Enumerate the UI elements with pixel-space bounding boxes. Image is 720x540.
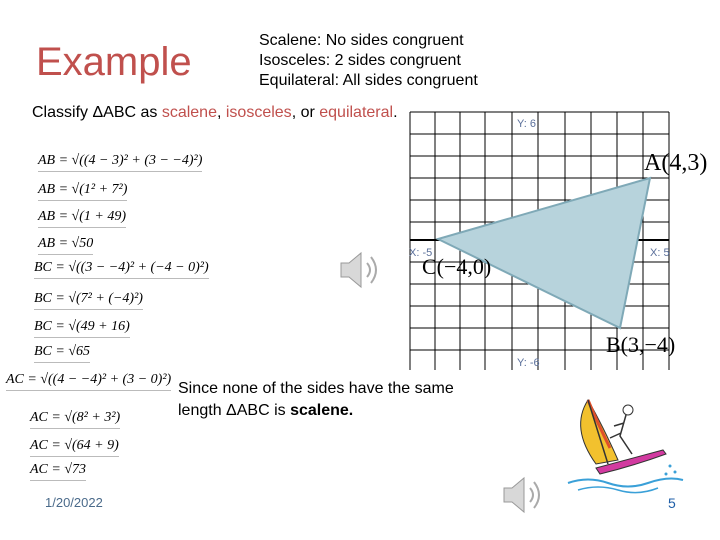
label-point-b: B(3,−4) [606,332,676,357]
definitions-list [259,31,478,91]
equation-ac-step4: AC = √73 [30,462,86,481]
equation-ac-step1: AC = √((4 − −4)² + (3 − 0)²) [6,372,171,391]
speaker-icon[interactable] [335,245,385,295]
label-point-a: A(4,3) [644,150,708,176]
equation-ac-step3: AC = √(64 + 9) [30,438,119,457]
prompt-isosceles: isosceles [225,104,292,121]
prompt-scalene: scalene [161,104,217,121]
equation-ab-step1: AB = √((4 − 3)² + (3 − −4)²) [38,153,202,172]
classification-prompt [32,102,412,123]
conclusion-answer: scalene. [290,402,354,419]
label-y-top: Y: 6 [517,118,536,130]
prompt-separator: , or [291,104,320,121]
definition-scalene: Scalene: No sides congruent [259,32,464,49]
label-x-left: X: -5 [409,247,433,259]
coordinate-graph [405,112,708,372]
definition-equilateral: Equilateral: All sides congruent [259,72,478,89]
equation-ac-step2: AC = √(8² + 3²) [30,410,120,429]
equation-ab-step2: AB = √(1² + 7²) [38,182,127,201]
slide-date: 1/20/2022 [45,495,103,510]
equation-ab-step3: AB = √(1 + 49) [38,209,126,228]
prompt-separator: , [216,104,226,121]
equation-bc-step3: BC = √(49 + 16) [34,319,130,338]
conclusion-sentence: Since none of the sides have the same length ΔABC is [178,380,454,419]
label-y-bottom: Y: -6 [517,357,540,369]
equation-bc-step4: BC = √65 [34,344,90,363]
label-x-right: X: 5 [650,247,670,259]
prompt-period: . [393,104,398,121]
equation-ab-step4: AB = √50 [38,236,93,255]
conclusion-text [178,378,478,422]
equation-bc-step2: BC = √(7² + (−4)²) [34,291,143,310]
speaker-icon[interactable] [498,470,548,520]
prompt-equilateral: equilateral [319,104,394,121]
slide-title: Example [36,40,192,84]
equation-bc-step1: BC = √((3 − −4)² + (−4 − 0)²) [34,260,209,279]
page-number: 5 [668,495,676,511]
prompt-text: Classify ΔABC as [32,104,162,121]
definition-isosceles: Isosceles: 2 sides congruent [259,52,461,69]
label-point-c: C(−4,0) [422,254,492,279]
windsurfer-clipart [548,388,688,498]
